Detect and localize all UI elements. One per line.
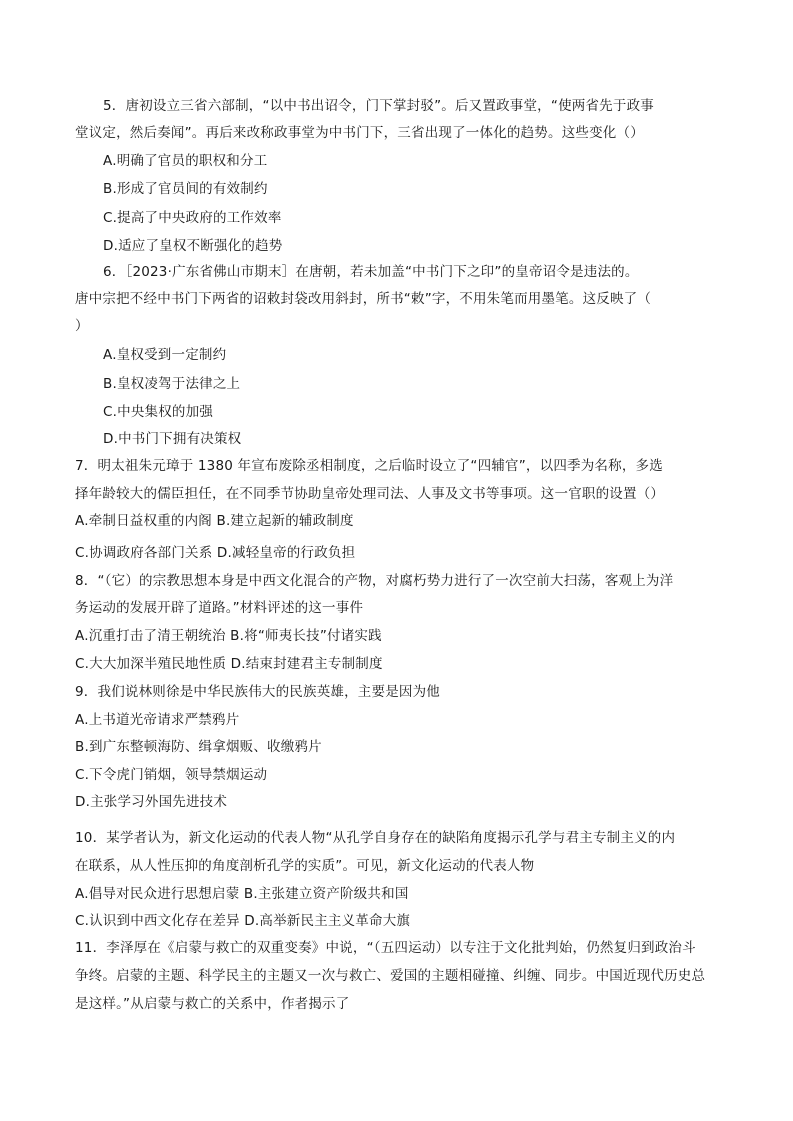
q5-option-a: A.明确了官员的职权和分工 bbox=[103, 153, 268, 169]
q7-stem-line2: 择年龄较大的儒臣担任，在不同季节协助皇帝处理司法、人事及文书等事项。这一官职的设置（） bbox=[75, 486, 665, 502]
q9-option-b: B.到广东整顿海防、缉拿烟贩、收缴鸦片 bbox=[75, 739, 322, 755]
q10-options-line2: C.认识到中西文化存在差异 D.高举新民主主义革命大旗 bbox=[75, 913, 411, 929]
q9-option-c: C.下令虎门销烟，领导禁烟运动 bbox=[75, 767, 268, 783]
q6-option-b: B.皇权凌驾于法律之上 bbox=[103, 376, 241, 392]
q8-options-line2: C.大大加深半殖民地性质 D.结束封建君主专制制度 bbox=[75, 656, 383, 672]
q5-option-d: D.适应了皇权不断强化的趋势 bbox=[103, 238, 283, 254]
q6-option-a: A.皇权受到一定制约 bbox=[103, 347, 227, 363]
q6-stem-line1: 6．［2023·广东省佛山市期末］在唐朝，若未加盖“中书门下之印”的皇帝诏令是违法的。 bbox=[103, 264, 639, 280]
q9-option-a: A.上书道光帝请求严禁鸦片 bbox=[75, 712, 240, 728]
q8-stem-line1: 8．“（它）的宗教思想本身是中西文化混合的产物，对腐朽势力进行了一次空前大扫荡，客观上为洋 bbox=[75, 573, 674, 589]
q11-stem-line2: 争终。启蒙的主题、科学民主的主题又一次与救亡、爱国的主题相碰撞、纠缠、同步。中国近现代历史总 bbox=[75, 968, 706, 984]
q8-options-line1: A.沉重打击了清王朝统治 B.将“师夷长技”付诸实践 bbox=[75, 628, 382, 644]
q7-options-line1: A.牵制日益权重的内阁 B.建立起新的辅政制度 bbox=[75, 513, 354, 529]
q9-option-d: D.主张学习外国先进技术 bbox=[75, 794, 228, 810]
q5-stem-line2: 堂议定，然后奏闻”。再后来改称政事堂为中书门下，三省出现了一体化的趋势。这些变化（） bbox=[75, 125, 644, 141]
q10-options-line1: A.倡导对民众进行思想启蒙 B.主张建立资产阶级共和国 bbox=[75, 886, 409, 902]
q11-stem-line3: 是这样。”从启蒙与救亡的关系中，作者揭示了 bbox=[75, 996, 350, 1012]
q7-stem-line1: 7．明太祖朱元璋于 1380 年宣布废除丞相制度，之后临时设立了“四辅官”，以四季为名称，多选 bbox=[75, 458, 663, 474]
q10-stem-line2: 在联系，从人性压抑的角度剖析孔学的实质”。可见，新文化运动的代表人物 bbox=[75, 858, 535, 874]
q6-option-c: C.中央集权的加强 bbox=[103, 404, 214, 420]
q6-stem-line3: ） bbox=[75, 318, 89, 334]
q6-option-d: D.中书门下拥有决策权 bbox=[103, 431, 242, 447]
q6-stem-line2: 唐中宗把不经中书门下两省的诏敕封袋改用斜封，所书“敕”字，不用朱笔而用墨笔。这反映了（ bbox=[75, 291, 652, 307]
q11-stem-line1: 11．李泽厚在《启蒙与救亡的双重变奏》中说，“（五四运动）以专注于文化批判始，仍然复归到政治斗 bbox=[75, 940, 696, 956]
q5-stem-line1: 5．唐初设立三省六部制，“以中书出诏令，门下掌封驳”。后又置政事堂，“使两省先于政事 bbox=[103, 98, 654, 114]
q8-stem-line2: 务运动的发展开辟了道路。”材料评述的这一事件 bbox=[75, 600, 364, 616]
q9-stem-line1: 9．我们说林则徐是中华民族伟大的民族英雄，主要是因为他 bbox=[75, 684, 440, 700]
q5-option-b: B.形成了官员间的有效制约 bbox=[103, 181, 268, 197]
q10-stem-line1: 10．某学者认为，新文化运动的代表人物“从孔学自身存在的缺陷角度揭示孔学与君主专制主义的内 bbox=[75, 830, 676, 846]
q5-option-c: C.提高了中央政府的工作效率 bbox=[103, 210, 282, 226]
q7-options-line2: C.协调政府各部门关系 D.减轻皇帝的行政负担 bbox=[75, 545, 356, 561]
